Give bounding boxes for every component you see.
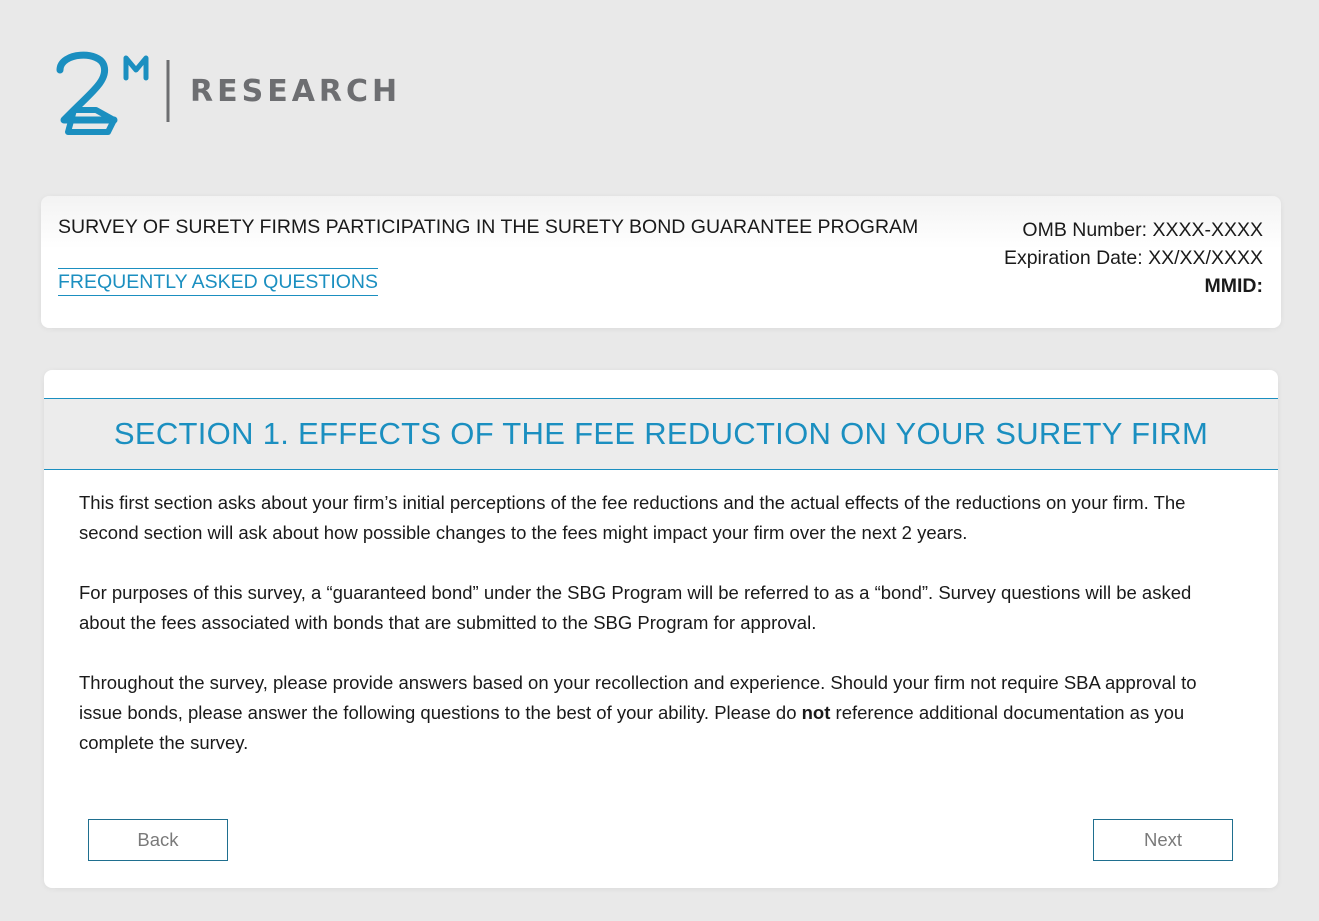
section-header: [44, 398, 1278, 470]
intro-paragraph: This first section asks about your firm’s initial perceptions of the fee reductions and the actual effects of the reductions on your firm. The second section will ask about how possible changes to the fees might impact your firm over the next 2 years.: [79, 492, 1186, 543]
section-content: [79, 488, 1239, 788]
instructions-paragraph: [79, 668, 1239, 758]
survey-header: [41, 196, 1281, 328]
section-card: [44, 370, 1278, 888]
logo-wordmark: RESEARCH: [190, 74, 402, 109]
definition-paragraph: For purposes of this survey, a “guaranteed bond” under the SBG Program will be referred to as a “bond”. Survey questions will be asked about the fees associated with bonds that are submitted to the SBG Program for approval.: [79, 582, 1192, 633]
omb-number: OMB Number: XXXX-XXXX: [1022, 219, 1263, 241]
section-title: SECTION 1. EFFECTS OF THE FEE REDUCTION ON YOUR SURETY FIRM: [113, 416, 1209, 451]
expiration-date: Expiration Date: XX/XX/XXXX: [1003, 247, 1263, 269]
instructions-text-end: reference additional documentation as you complete the survey.: [79, 702, 1185, 753]
survey-title: SURVEY OF SURETY FIRMS PARTICIPATING IN THE SURETY BOND GUARANTEE PROGRAM: [58, 216, 919, 238]
instructions-emphasis: not: [801, 702, 831, 723]
logo-2m-mark-icon: [52, 48, 182, 140]
next-button[interactable]: Next: [1093, 819, 1233, 861]
instructions-text-start: Throughout the survey, please provide answers based on your recollection and experience. Should your firm not require SBA approval to issue bonds, please answer the following questions to the best of your ability. Please do: [79, 672, 1197, 723]
company-logo: [52, 48, 412, 140]
survey-meta: [1004, 216, 1263, 300]
faq-link[interactable]: FREQUENTLY ASKED QUESTIONS: [58, 268, 378, 296]
mmid-label: MMID:: [1204, 275, 1263, 297]
back-button[interactable]: Back: [88, 819, 228, 861]
